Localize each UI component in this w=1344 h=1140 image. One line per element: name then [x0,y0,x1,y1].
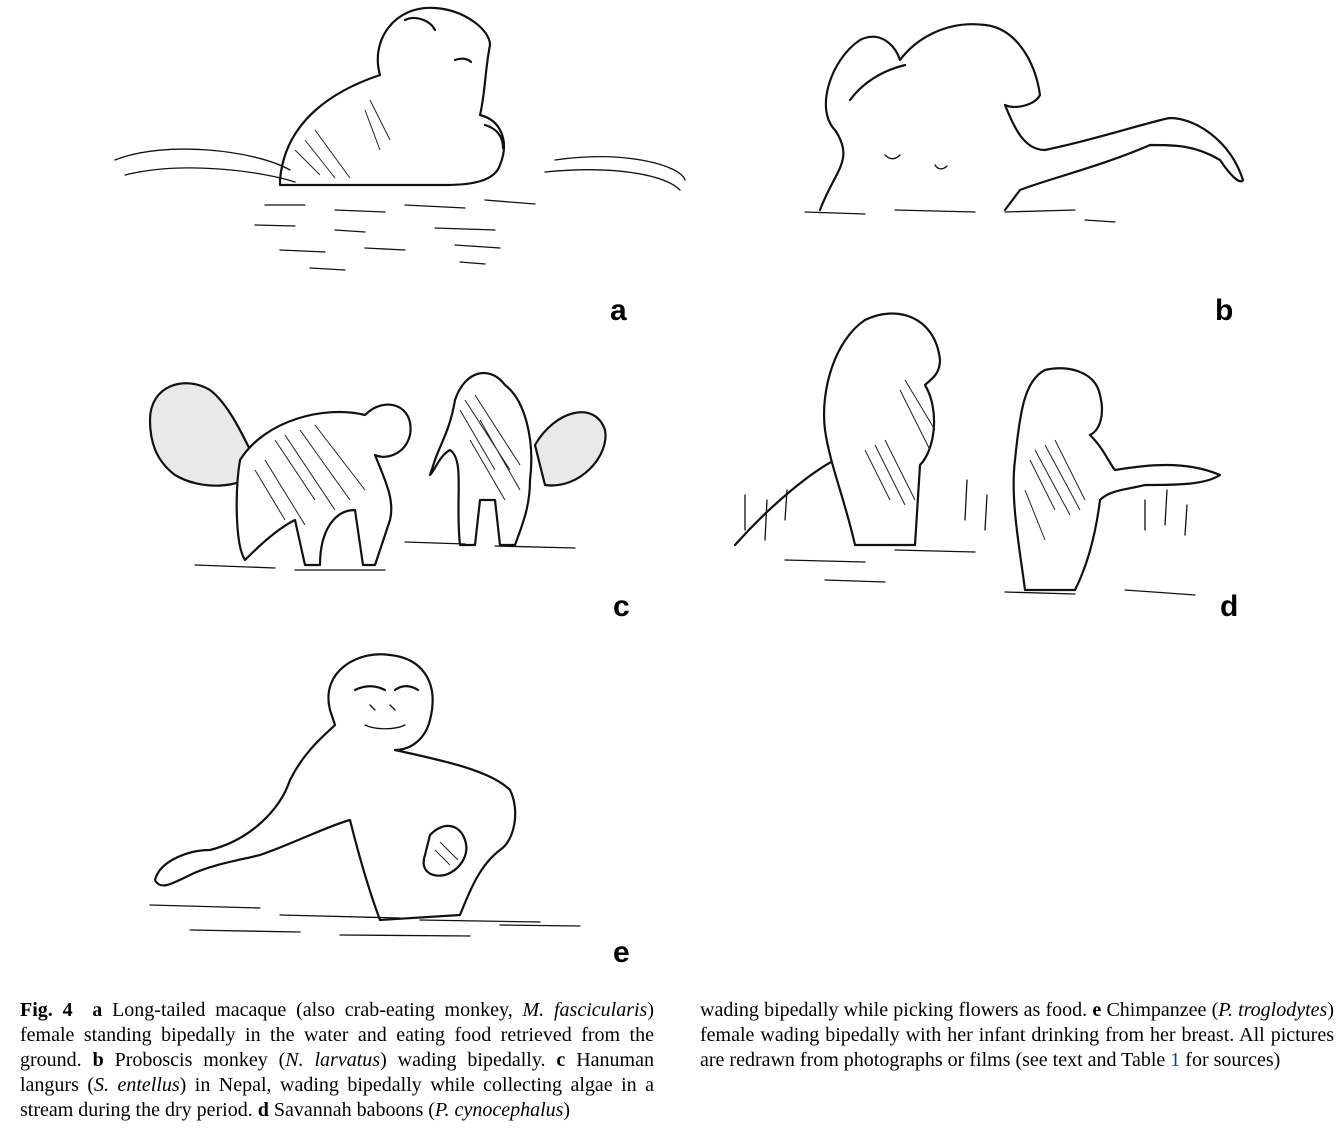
panel-label-d: d [1220,590,1239,623]
figure-panel-b [775,0,1255,327]
figure-panel-a [105,0,695,327]
figure-panel-d [725,300,1255,630]
caption-b-text2: ) wading bipedally. [380,1049,557,1071]
panel-label-e: e [613,936,630,969]
proboscis-monkey-drawing [775,0,1255,290]
caption-e-text1: Chimpanzee ( [1101,999,1219,1021]
caption-e-text3: for sources) [1180,1049,1281,1071]
panel-label-c: c [613,590,630,623]
figure-number: Fig. 4 [20,999,73,1021]
figure-caption-left [20,998,654,1123]
caption-b-species: N. larvatus [285,1049,381,1071]
panel-label-b: b [1215,294,1234,327]
baboons-drawing [725,300,1255,610]
langurs-drawing [135,360,655,590]
caption-a-species: M. fascicularis [522,999,648,1021]
caption-key-c: c [556,1049,566,1071]
chimpanzee-drawing [140,650,660,940]
panel-label-a: a [610,294,627,327]
figure-panel-e [140,650,660,970]
caption-e-text2: ) female wading bipedally with her infant drinking from her breast. All pictures are redrawn from photographs or films (see text and Table [700,999,1334,1071]
caption-key-b: b [92,1049,104,1071]
caption-key-a: a [92,999,103,1021]
caption-d-text2-start: ) [563,1099,571,1121]
caption-c-species: S. entellus [94,1074,180,1096]
macaque-drawing [105,0,695,290]
caption-key-d: d [257,1099,269,1121]
caption-d-text1: Savannah baboons ( [268,1099,435,1121]
caption-d-species: P. cynocephalus [434,1099,564,1121]
caption-d-text2: wading bipedally while picking flowers as food. [700,999,1093,1021]
caption-key-e: e [1092,999,1102,1021]
caption-a-text2: ) female standing bipedally in the water and eating food retrieved from the ground. [20,999,654,1071]
figure-panel-c [135,360,655,623]
caption-c-text1: Hanuman langurs ( [20,1049,654,1096]
caption-e-species: P. troglodytes [1218,999,1328,1021]
caption-b-text1: Proboscis monkey ( [103,1049,286,1071]
table-reference-link[interactable]: 1 [1170,1049,1181,1071]
caption-a-text1: Long-tailed macaque (also crab-eating monkey, [102,999,523,1021]
caption-c-text2: ) in Nepal, wading bipedally while collecting algae in a stream during the dry period. [20,1074,654,1121]
figure-caption-right [700,998,1334,1073]
